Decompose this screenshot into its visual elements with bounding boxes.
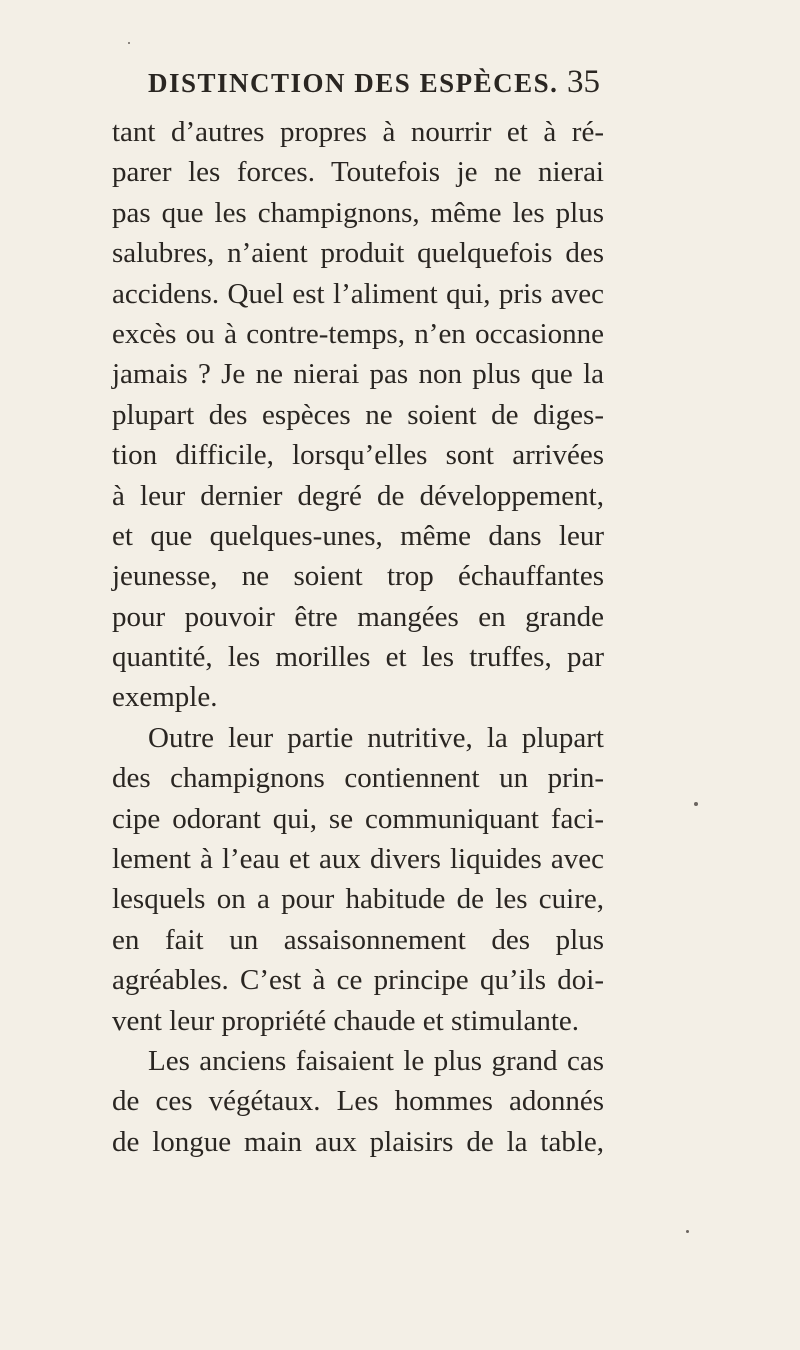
text-line: pour pouvoir être mangées en grande [112,600,604,633]
text-line: de longue main aux plaisirs de la table, [112,1125,604,1158]
text-line: Outre leur partie nutritive, la plupart [148,721,604,754]
paper-speck [686,1230,689,1233]
paper-speck [694,802,698,806]
running-title: DISTINCTION DES ESPÈCES. [148,68,559,98]
text-line: jamais ? Je ne nierai pas non plus que la [112,358,604,391]
text-line: et que quelques-unes, même dans leur [112,519,604,552]
text-line: lesquels on a pour habitude de les cuire, [112,883,604,916]
text-line: vent leur propriété chaude et stimulante. [112,1004,580,1037]
text-line: parer les forces. Toutefois je ne nierai [112,156,604,189]
paper-speck [128,42,130,44]
text-line: plupart des espèces ne soient de diges- [112,398,604,431]
text-line: en fait un assaisonnement des plus [112,923,604,956]
text-line: de ces végétaux. Les hommes adonnés [112,1085,604,1118]
text-line: des champignons contiennent un prin- [112,762,604,795]
text-line: quantité, les morilles et les truffes, par [112,641,604,674]
page-number: 35 [567,64,600,100]
text-line: accidens. Quel est l’aliment qui, pris avec [112,277,604,310]
text-line: tion difficile, lorsqu’elles sont arrivées [112,439,604,472]
text-line: exemple. [112,681,218,714]
text-line: Les anciens faisaient le plus grand cas [148,1044,604,1077]
body-text [112,112,604,1162]
text-line: pas que les champignons, même les plus [112,196,604,229]
text-line: à leur dernier degré de développement, [112,479,604,512]
text-line: lement à l’eau et aux divers liquides avec [112,843,604,876]
text-line: salubres, n’aient produit quelquefois des [112,237,604,270]
text-line: jeunesse, ne soient trop échauffantes [112,560,604,593]
text-line: tant d’autres propres à nourrir et à ré- [112,116,604,148]
text-line: excès ou à contre-temps, n’en occasionne [112,317,604,350]
text-line: cipe odorant qui, se communiquant faci- [112,802,604,835]
text-line: agréables. C’est à ce principe qu’ils doi- [112,964,604,997]
